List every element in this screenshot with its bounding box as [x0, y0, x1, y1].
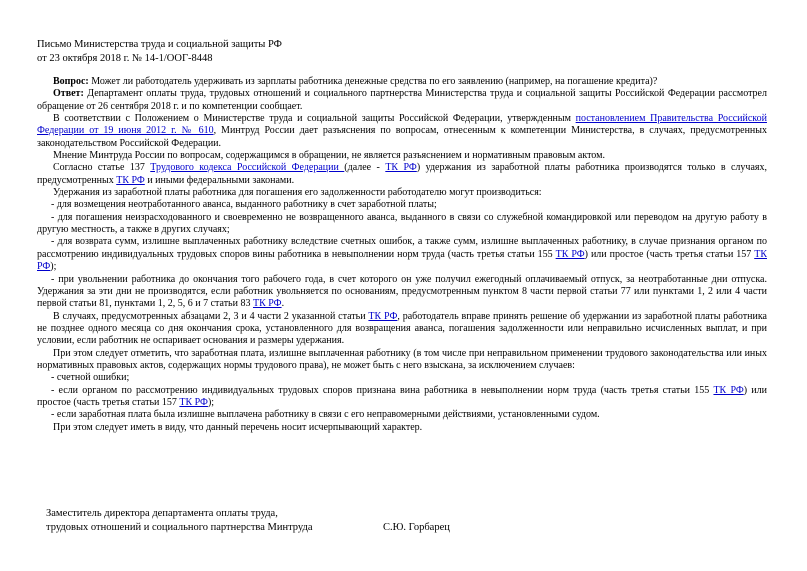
- link-tk-rf[interactable]: ТК РФ: [252, 298, 282, 310]
- letter-body: [37, 76, 767, 434]
- text: );: [50, 261, 57, 273]
- link-tk-rf[interactable]: ТК РФ: [37, 248, 767, 273]
- text: В соответствии с Положением о Министерстве труда и социальной защиты Российской Федерации, утвержденным: [53, 113, 576, 125]
- question-paragraph: [37, 76, 767, 88]
- text: .: [281, 298, 285, 310]
- link-tk-rf[interactable]: ТК РФ: [368, 310, 398, 322]
- signature-position-line1: Заместитель директора департамента оплаты труда,: [46, 508, 278, 519]
- link-tk-rf[interactable]: ТК РФ: [555, 248, 585, 260]
- question-label: Вопрос:: [53, 76, 89, 87]
- text: - для возврата сумм, излишне выплаченных работнику вследствие счетных ошибок, а также сумм, излишне выплаченных работнику, в случае признания органом по рассмотрению индивидуальных трудовых споров вины работника в невыполнении норм труда (часть третья статьи 155: [37, 236, 767, 260]
- text: ) или простое (часть третья статьи 157: [37, 384, 767, 408]
- answer-paragraph: [37, 88, 767, 113]
- paragraph-overpaid-wages: При этом следует отметить, что заработная плата, излишне выплаченная работнику (в том числе при неправильном применении трудового законодательства или иных нормативных правовых актов, содержащих нормы трудового права), не может быть с него взыскана, за исключением случаев:: [37, 347, 767, 371]
- text: ) или простое (часть третья статьи 157: [584, 248, 755, 260]
- link-tk-rf[interactable]: ТК РФ: [116, 174, 145, 186]
- text: В случаях, предусмотренных абзацами 2, 3 и 4 части 2 указанной статьи: [53, 310, 369, 322]
- letter-header: [37, 38, 282, 66]
- answer-text: Департамент оплаты труда, трудовых отношений и социального партнерства Министерства труда и социальной защиты Российской Федерации рассмотрел обращение от 26 сентября 2018 г. и по компетенции сообщает.: [37, 88, 767, 112]
- paragraph-exhaustive-list: При этом следует иметь в виду, что данный перечень носит исчерпывающий характер.: [53, 421, 423, 433]
- list-item: [37, 274, 767, 311]
- question-text: Может ли работодатель удерживать из зарплаты работника денежные средства по его заявлению (например, на погашение кредита)?: [88, 76, 658, 87]
- list-item: - счетной ошибки;: [51, 372, 130, 384]
- text: и иными федеральными законами.: [144, 174, 295, 186]
- paragraph-opinion: Мнение Минтруда России по вопросам, содержащимся в обращении, не является разъяснением и нормативным правовым актом.: [53, 150, 605, 162]
- signature-block: [46, 507, 450, 535]
- list-item: - для возмещения неотработанного аванса, выданного работнику в счет заработной платы;: [51, 199, 437, 211]
- link-tk-rf[interactable]: ТК РФ: [713, 384, 744, 396]
- answer-label: Ответ:: [53, 88, 84, 100]
- text: , Минтруд России дает разъяснения по вопросам, отнесенным к компетенции Министерства, в случаях, предусмотренных законодательством Российской Федерации.: [37, 125, 767, 149]
- list-item: [37, 236, 767, 273]
- text: );: [207, 396, 215, 408]
- text: Согласно статье 137: [53, 162, 151, 174]
- link-tk-rf[interactable]: ТК РФ: [385, 162, 417, 174]
- paragraph-deductions-intro: Удержания из заработной платы работника для погашения его задолженности работодателю могут производиться:: [53, 187, 542, 199]
- link-tk-rf[interactable]: ТК РФ: [179, 396, 208, 408]
- list-item: [37, 385, 767, 410]
- paragraph-regulation: [37, 113, 767, 150]
- signatory-name: С.Ю. Горбарец: [383, 522, 450, 533]
- header-number-date: от 23 октября 2018 г. № 14-1/ООГ-8448: [37, 53, 213, 64]
- list-item: - если заработная плата была излишне выплачена работнику в связи с его неправомерными действиями, установленными судом.: [51, 409, 600, 421]
- link-government-decree[interactable]: постановлением Правительства Российской Федерации от 19 июня 2012 г. № 610: [37, 113, 767, 137]
- paragraph-cases: [37, 311, 767, 348]
- list-item: - для погашения неизрасходованного и своевременно не возвращенного аванса, выданного в связи со служебной командировкой или переводом на другую работу в другую местность, а также в других случаях;: [37, 211, 767, 236]
- signature-position-line2: трудовых отношений и социального партнерства Минтруда: [46, 522, 313, 533]
- text: ) удержания из заработной платы работника производятся только в случаях, предусмотренных: [37, 162, 767, 186]
- paragraph-article-137: [37, 162, 767, 187]
- text: - при увольнении работника до окончания того рабочего года, в счет которого он уже получил ежегодный оплачиваемый отпуск, за неотработанные дни отпуска. Удержания за эти дни не производятся, если работник увольняется по основаниям, предусмотренным пунктом 8 части первой статьи 77 или пунктами 1, 2 или 4 части первой статьи 81, пунктами 1, 2, 5, 6 и 7 статьи 83: [37, 273, 767, 310]
- text: (далее -: [344, 162, 386, 174]
- text: - если органом по рассмотрению индивидуальных трудовых споров признана вина работника в невыполнении норм труда (часть третья статьи 155: [51, 384, 714, 396]
- text: , работодатель вправе принять решение об удержании из заработной платы работника не позднее одного месяца со дня окончания срока, установленного для возвращения аванса, погашения задолженности или неправильно исчисленных выплат, и при условии, если работник не оспаривает основания и размеры удержания.: [37, 310, 767, 347]
- link-labor-code[interactable]: Трудового кодекса Российской Федерации: [150, 162, 345, 174]
- header-title: Письмо Министерства труда и социальной защиты РФ: [37, 39, 282, 50]
